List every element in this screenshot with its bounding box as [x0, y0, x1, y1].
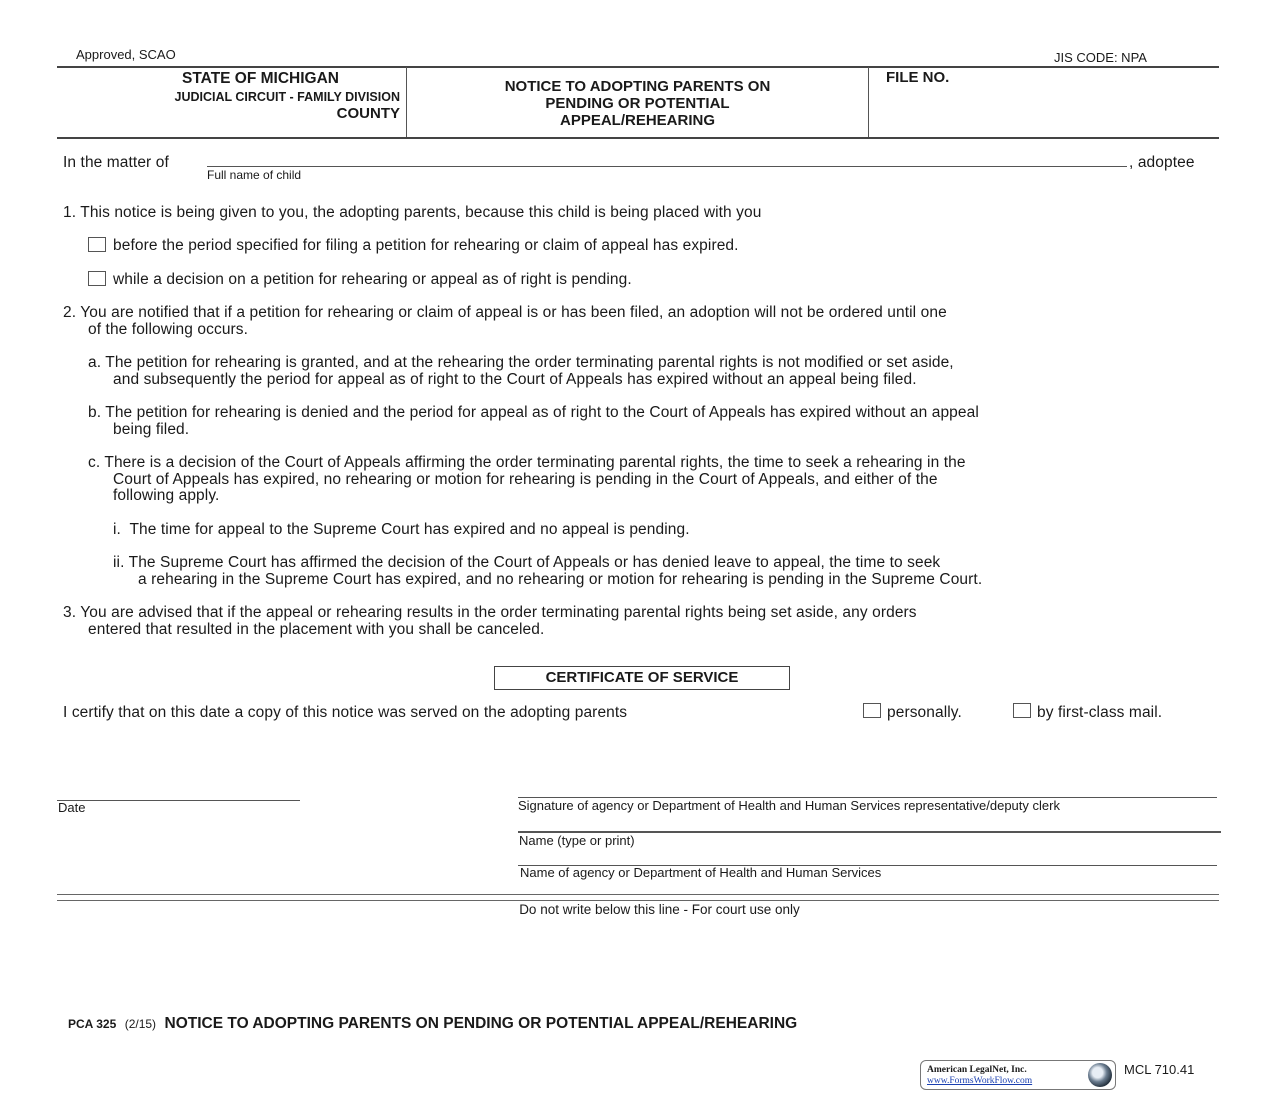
certificate-heading: CERTIFICATE OF SERVICE: [494, 666, 790, 690]
form-title-line: PENDING OR POTENTIAL: [545, 95, 730, 112]
court-use-rule: [57, 894, 1219, 895]
header-bottom-rule: [57, 137, 1219, 139]
court-use-notice: Do not write below this line - For court use only: [519, 902, 800, 917]
circuit-label: JUDICIAL CIRCUIT - FAMILY DIVISION: [174, 90, 400, 104]
jis-code: JIS CODE: NPA: [1054, 50, 1147, 65]
certificate-statement: I certify that on this date a copy of this notice was served on the adopting parents: [63, 704, 628, 721]
option-before-period-label: before the period specified for filing a petition for rehearing or claim of appeal has expired.: [113, 237, 739, 254]
item-2b-line: b. The petition for rehearing is denied and the period for appeal as of right to the Court of Appeals has expired without an appeal: [88, 404, 979, 421]
item-2c-ii-line: ii. The Supreme Court has affirmed the decision of the Court of Appeals or has denied leave to appeal, the time to seek: [113, 554, 941, 571]
court-use-rule: [57, 900, 1219, 901]
agency-label: Name of agency or Department of Health and Human Services: [520, 865, 882, 880]
checkbox-personally[interactable]: [863, 703, 881, 718]
court-block: [57, 67, 400, 137]
checkbox-while-pending[interactable]: [88, 271, 106, 286]
american-legalnet-logo[interactable]: [920, 1060, 1116, 1090]
footer-form-line: [68, 1015, 797, 1033]
child-name-caption: Full name of child: [207, 168, 302, 182]
form-revision: (2/15): [124, 1017, 157, 1031]
signature-label: Signature of agency or Department of Health and Human Services representative/deputy clerk: [518, 798, 1060, 813]
form-title-line: APPEAL/REHEARING: [559, 112, 716, 129]
logo-url-link[interactable]: www.FormsWorkFlow.com: [927, 1076, 1033, 1086]
item-2c-ii-line: a rehearing in the Supreme Court has expired, and no rehearing or motion for rehearing is pending in the Supreme Court.: [138, 571, 983, 588]
option-personally-label: personally.: [887, 704, 962, 721]
agency-input[interactable]: [518, 846, 1217, 866]
county-label: COUNTY: [336, 105, 400, 122]
item-3-line: entered that resulted in the placement with you shall be canceled.: [88, 621, 545, 638]
child-name-input[interactable]: [207, 148, 1127, 167]
item-2c-i-line: i. The time for appeal to the Supreme Court has expired and no appeal is pending.: [113, 521, 690, 538]
statute-reference: MCL 710.41: [1124, 1062, 1195, 1077]
date-input[interactable]: [57, 780, 300, 801]
matter-prefix: In the matter of: [63, 154, 169, 171]
checkbox-before-period[interactable]: [88, 237, 106, 252]
signature-input[interactable]: [518, 778, 1217, 798]
logo-company: American LegalNet, Inc.: [927, 1065, 1027, 1075]
item-2c-line: Court of Appeals has expired, no rehearing or motion for rehearing is pending in the Court of Appeals, and either of the: [113, 471, 938, 488]
item-2-line: 2. You are notified that if a petition for rehearing or claim of appeal is or has been filed, an adoption will not be ordered until one: [63, 304, 947, 321]
item-2-line: of the following occurs.: [88, 321, 249, 338]
footer-title: NOTICE TO ADOPTING PARENTS ON PENDING OR POTENTIAL APPEAL/REHEARING: [164, 1015, 798, 1032]
checkbox-first-class-mail[interactable]: [1013, 703, 1031, 718]
option-first-class-mail-label: by first-class mail.: [1037, 704, 1163, 721]
adoptee-suffix: , adoptee: [1129, 154, 1195, 171]
item-2a-line: a. The petition for rehearing is granted, and at the rehearing the order terminating parental rights is not modified or set aside,: [88, 354, 954, 371]
file-no-field[interactable]: [869, 67, 1219, 137]
form-title: [407, 67, 868, 137]
name-label: Name (type or print): [519, 833, 635, 848]
globe-icon: [1088, 1063, 1112, 1087]
state-label: STATE OF MICHIGAN: [182, 70, 339, 87]
item-2c-line: following apply.: [113, 487, 220, 504]
form-title-line: NOTICE TO ADOPTING PARENTS ON: [504, 78, 771, 95]
name-input[interactable]: [518, 812, 1221, 833]
item-3-line: 3. You are advised that if the appeal or rehearing results in the order terminating parental rights being set aside, any orders: [63, 604, 917, 621]
file-no-label: FILE NO.: [886, 69, 950, 86]
item-2b-line: being filed.: [113, 421, 190, 438]
option-while-pending-label: while a decision on a petition for rehearing or appeal as of right is pending.: [113, 271, 632, 288]
item-2a-line: and subsequently the period for appeal as of right to the Court of Appeals has expired without an appeal being filed.: [113, 371, 917, 388]
item-1-text: 1. This notice is being given to you, the adopting parents, because this child is being placed with you: [63, 204, 762, 221]
approved-label: Approved, SCAO: [76, 47, 176, 62]
date-label: Date: [58, 800, 86, 815]
form-id: PCA 325: [68, 1017, 117, 1031]
item-2c-line: c. There is a decision of the Court of Appeals affirming the order terminating parental rights, the time to seek a rehearing in the: [88, 454, 966, 471]
